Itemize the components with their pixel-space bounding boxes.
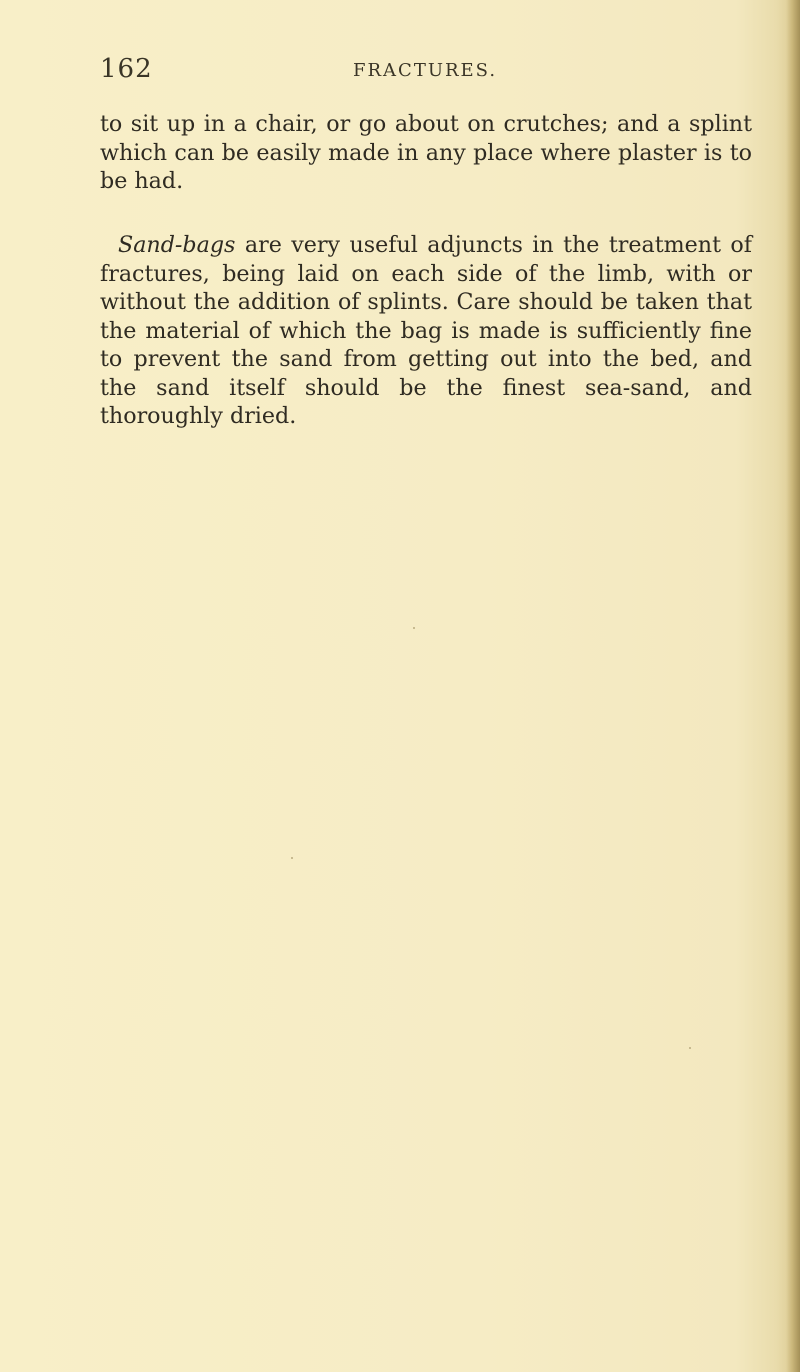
paper-speck (291, 857, 293, 859)
paper-speck (689, 1047, 691, 1049)
page-edge-shadow (786, 0, 800, 1372)
paragraph-continuation (100, 110, 752, 196)
page-number: 162 (100, 54, 153, 84)
paper-speck (413, 627, 415, 629)
paragraph-lead-term: Sand-bags (118, 232, 236, 258)
paragraph-sand-bags (100, 231, 752, 431)
paragraph-text: are very useful adjuncts in the treatment of fractures, being laid on each side of the limb, with or without the addition of splints. Care should be taken that the material of which the bag is made is sufficiently fine to prevent the sand from getting out into the bed, and the sand itself should be the finest sea-sand, and thoroughly dried. (100, 232, 752, 429)
running-title: FRACTURES. (353, 60, 498, 81)
paragraph-text: to sit up in a chair, or go about on crutches; and a splint which can be easily made in any place where plaster is to be had. (100, 111, 752, 194)
